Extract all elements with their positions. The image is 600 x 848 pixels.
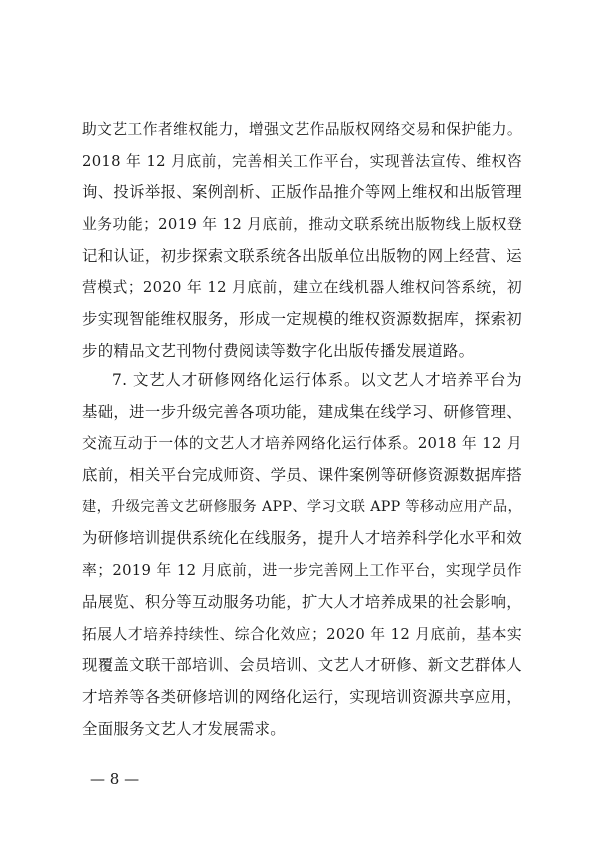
paragraph-2-line: 品展览、积分等互动服务功能，扩大人才培养成果的社会影响， (82, 592, 522, 611)
paragraph-1-line: 助文艺工作者维权能力，增强文艺作品版权网络交易和保护能力。 (82, 121, 522, 138)
paragraph-2-line: 基础，进一步升级完善各项功能，建成集在线学习、研修管理、 (82, 402, 522, 421)
paragraph-2-line: 7. 文艺人才研修网络化运行体系。以文艺人才培养平台为 (112, 371, 522, 389)
paragraph-2-line: 率；2019 年 12 月底前，进一步完善网上工作平台，实现学员作 (82, 562, 522, 580)
paragraph-2 (82, 365, 522, 745)
paragraph-1-line: 营模式；2020 年 12 月底前，建立在线机器人维权问答系统，初 (82, 279, 522, 297)
page-number: — 8 — (90, 770, 140, 788)
paragraph-2-line: 交流互动于一体的文艺人才培养网络化运行体系。2018 年 12 月 (82, 435, 522, 453)
paragraph-1-line: 记和认证，初步探索文联系统各出版单位出版物的网上经营、运 (82, 246, 522, 265)
paragraph-2-line: 全面服务文艺人才发展需求。 (82, 719, 286, 738)
paragraph-2-line: 现覆盖文联干部培训、会员培训、文艺人才研修、新文艺群体人 (82, 656, 522, 675)
paragraph-1-line: 2018 年 12 月底前，完善相关工作平台，实现普法宣传、维权咨 (82, 152, 522, 170)
paragraph-2-line: 才培养等各类研修培训的网络化运行，实现培训资源共享应用， (82, 687, 522, 706)
paragraph-2-line: 建，升级完善文艺研修服务 APP、学习文联 APP 等移动应用产品， (82, 498, 522, 515)
paragraph-1-line: 业务功能；2019 年 12 月底前，推动文联系统出版物线上版权登 (82, 216, 522, 234)
paragraph-1-line: 步的精品文艺刊物付费阅读等数字化出版传播发展道路。 (82, 341, 475, 360)
paragraph-2-line: 拓展人才培养持续性、综合化效应；2020 年 12 月底前，基本实 (82, 625, 522, 643)
paragraph-1 (82, 114, 522, 368)
paragraph-1-line: 询、投诉举报、案例剖析、正版作品推介等网上维权和出版管理 (82, 183, 522, 202)
paragraph-1-line: 步实现智能维权服务，形成一定规模的维权资源数据库，探索初 (82, 310, 522, 329)
paragraph-2-line: 底前，相关平台完成师资、学员、课件案例等研修资源数据库搭 (82, 466, 522, 485)
paragraph-2-line: 为研修培训提供系统化在线服务，提升人才培养科学化水平和效 (82, 529, 522, 548)
